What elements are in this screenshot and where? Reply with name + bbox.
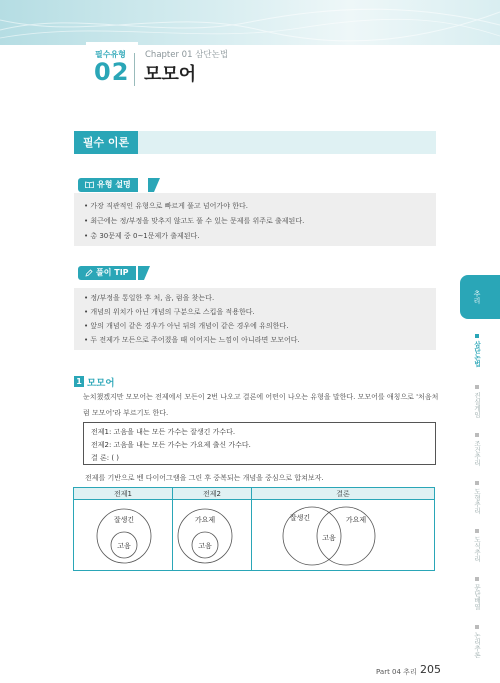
venn-label-c-right: 가요제 [345, 516, 367, 524]
type-desc-label: 유형 설명 [97, 180, 131, 189]
venn-header-premise1: 전제1 [74, 488, 172, 500]
list-item: • 개념의 위치가 아닌 개념의 구분으로 스킵을 적용한다. [84, 308, 255, 316]
page-title: 모모어 [144, 64, 197, 85]
side-nav-item-4[interactable]: 도식추리 [473, 529, 482, 562]
book-icon [85, 181, 94, 188]
side-nav-item-5[interactable]: 문단배열 [473, 577, 482, 610]
side-nav-item-6[interactable]: 논리추론 [473, 625, 482, 658]
side-nav-item-0[interactable]: 삼단논법 [473, 334, 482, 367]
venn-intro: 전제를 기반으로 벤 다이어그램을 그린 후 중복되는 개념을 중심으로 합쳐보자. [85, 474, 324, 482]
side-tab-label: 추리 [473, 290, 481, 304]
section-label: 필수 이론 [74, 131, 138, 154]
square-icon [475, 577, 479, 581]
venn-table [73, 487, 435, 571]
side-nav-item-3[interactable]: 도형추리 [473, 481, 482, 514]
venn-diagrams [74, 500, 434, 570]
type-desc-box [74, 193, 436, 246]
pill-tail [138, 266, 150, 280]
conclusion-blank: 결 론: ( ) [91, 454, 120, 462]
venn-label-c-mid: 고음 [322, 534, 336, 542]
premise-1: 전제1: 고음을 내는 모든 가수는 잘생긴 가수다. [91, 428, 236, 436]
pill-tail [148, 178, 160, 192]
venn-label-p1-outer: 잘생긴 [113, 516, 135, 524]
side-nav-item-1[interactable]: 진실게임 [473, 385, 482, 418]
subsection-number: 1 [74, 376, 84, 387]
list-item: • 두 전제가 모든으로 주어졌을 때 이어지는 느낌이 아니라면 모모어다. [84, 336, 300, 344]
square-icon [475, 433, 479, 437]
list-item: • 총 30문제 중 0~1문제가 출제된다. [84, 232, 200, 240]
venn-label-c-left: 잘생긴 [289, 514, 311, 522]
type-label: 필수유형 [95, 50, 126, 59]
venn-header-premise2: 전제2 [173, 488, 251, 500]
list-item: • 가장 직관적인 유형으로 빠르게 풀고 넘어가야 한다. [84, 202, 248, 210]
footer-part: Part 04 추리 [376, 668, 417, 676]
square-icon [475, 481, 479, 485]
premise-box [83, 422, 436, 465]
tip-box [74, 288, 436, 350]
tip-pill [78, 266, 136, 280]
chapter-label: Chapter 01 삼단논법 [145, 50, 229, 60]
square-icon [475, 385, 479, 389]
venn-label-p1-inner: 고음 [117, 542, 131, 550]
square-icon [475, 334, 479, 338]
side-nav-item-2[interactable]: 조건추리 [473, 433, 482, 466]
header-divider [134, 53, 135, 86]
square-icon [475, 625, 479, 629]
venn-header-conclusion: 결론 [252, 488, 434, 500]
venn-label-p2-outer: 가요제 [194, 516, 216, 524]
list-item: • 앞의 개념이 같은 경우가 아닌 뒤의 개념이 같은 경우에 유의한다. [84, 322, 289, 330]
list-item: • 정/부정을 통일한 후 처, 음, 럼을 찾는다. [84, 294, 215, 302]
list-item: • 최근에는 정/부정을 맞추지 않고도 풀 수 있는 문제를 위주로 출제된다. [84, 217, 305, 225]
paragraph-line: 눈치챘겠지만 모모어는 전제에서 모든이 2번 나오고 결론에 어떤이 나오는 유형을 말한다. 모모어를 애칭으로 '처음처 [83, 393, 439, 401]
premise-2: 전제2: 고음을 내는 모든 가수는 가요제 출신 가수다. [91, 441, 251, 449]
square-icon [475, 529, 479, 533]
venn-label-p2-inner: 고음 [198, 542, 212, 550]
paragraph-line: 럼 모모어'라 부르기도 한다. [83, 409, 169, 417]
pencil-icon [85, 269, 93, 277]
subsection-title: 모모어 [87, 378, 115, 389]
tip-label: 풀이 TIP [96, 268, 129, 277]
page-number: 205 [420, 663, 441, 676]
type-desc-pill [78, 178, 138, 192]
header-band [0, 0, 500, 45]
type-number: 02 [94, 58, 130, 86]
